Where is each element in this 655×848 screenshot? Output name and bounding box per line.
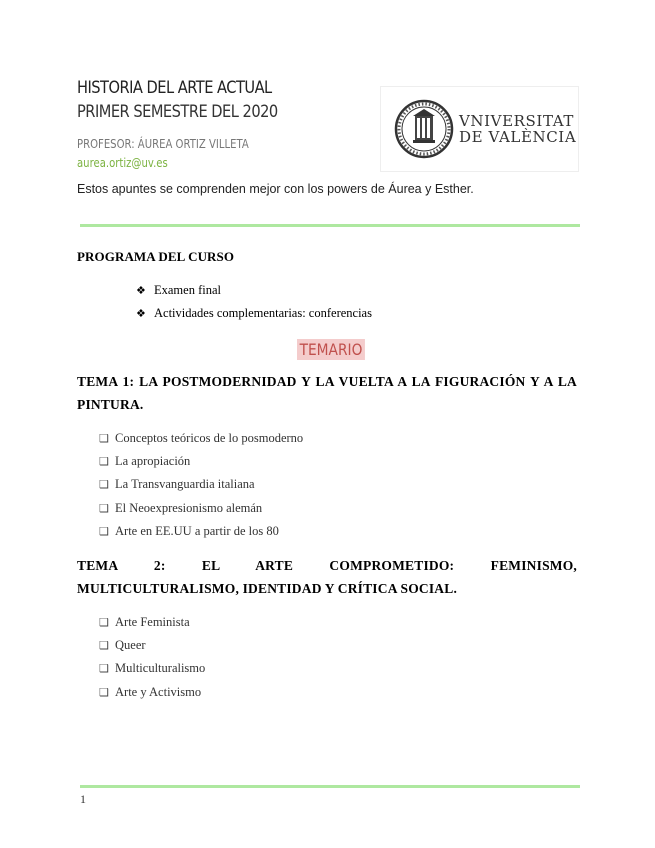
temario-heading: TEMARIO [297, 339, 365, 360]
programa-item [136, 306, 372, 321]
list-item [99, 454, 190, 469]
list-item-label: Arte y Activismo [115, 685, 202, 699]
list-item [99, 638, 146, 653]
professor-email: aurea.ortiz@uv.es [77, 156, 168, 170]
list-item-label: La apropiación [115, 454, 191, 468]
programa-item-label: Actividades complementarias: conferencias [154, 306, 372, 320]
list-item-label: Conceptos teóricos de lo posmoderno [115, 431, 304, 445]
logo-line-1: VNIVERSITAT [459, 112, 574, 130]
university-logo [380, 86, 579, 172]
programa-item [136, 283, 221, 298]
programa-item-label: Examen final [154, 283, 221, 297]
list-item [99, 524, 279, 539]
programa-heading: PROGRAMA DEL CURSO [77, 249, 235, 264]
footer-divider [80, 785, 580, 788]
list-item-label: Multiculturalismo [115, 661, 206, 675]
tema-1-title: TEMA 1: LA POSTMODERNIDAD Y LA VUELTA A LA FIGURACIÓN Y A LA PINTURA. [77, 374, 577, 412]
list-item [99, 431, 303, 446]
document-subtitle: PRIMER SEMESTRE DEL 2020 [77, 102, 278, 122]
list-item [99, 685, 201, 700]
list-item-label: La Transvanguardia italiana [115, 477, 255, 491]
logo-line-2: DE VALÈNCIA [459, 128, 577, 146]
list-item [99, 661, 205, 676]
checkbox-bullet-icon: ❑ [99, 479, 109, 491]
list-item-label: Arte en EE.UU a partir de los 80 [115, 524, 279, 538]
university-logo-text [459, 113, 576, 145]
checkbox-bullet-icon: ❑ [99, 503, 109, 515]
checkbox-bullet-icon: ❑ [99, 687, 109, 699]
professor-name: PROFESOR: ÁUREA ORTIZ VILLETA [77, 137, 249, 151]
diamond-bullet-icon: ❖ [136, 308, 146, 320]
list-item-label: Arte Feminista [115, 615, 190, 629]
university-seal-icon [393, 98, 455, 160]
tema-2-title: TEMA 2: EL ARTE COMPROMETIDO: FEMINISMO, MULTICULTURALISMO, IDENTIDAD Y CRÍTICA SOCIAL. [77, 558, 577, 596]
diamond-bullet-icon: ❖ [136, 285, 146, 297]
checkbox-bullet-icon: ❑ [99, 617, 109, 629]
document-title: HISTORIA DEL ARTE ACTUAL [77, 78, 272, 98]
list-item [99, 501, 262, 516]
checkbox-bullet-icon: ❑ [99, 640, 109, 652]
checkbox-bullet-icon: ❑ [99, 526, 109, 538]
header-divider [80, 224, 580, 227]
notes-remark: Estos apuntes se comprenden mejor con los powers de Áurea y Esther. [77, 182, 474, 196]
list-item-label: Queer [115, 638, 146, 652]
list-item-label: El Neoexpresionismo alemán [115, 501, 263, 515]
list-item [99, 477, 255, 492]
checkbox-bullet-icon: ❑ [99, 663, 109, 675]
list-item [99, 615, 190, 630]
page-number: 1 [80, 792, 86, 806]
checkbox-bullet-icon: ❑ [99, 456, 109, 468]
checkbox-bullet-icon: ❑ [99, 433, 109, 445]
